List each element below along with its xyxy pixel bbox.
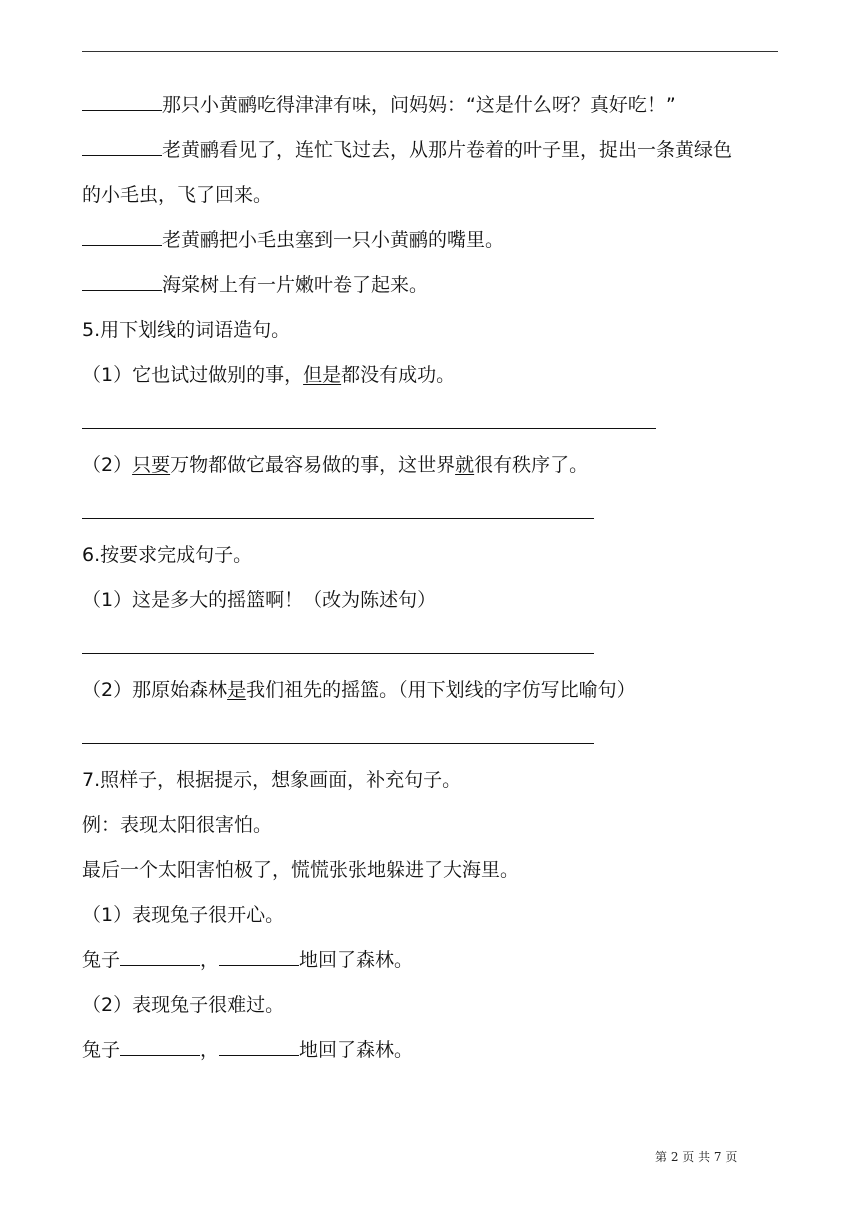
question-6-item-2: （2）那原始森林是我们祖先的摇篮。（用下划线的字仿写比喻句） bbox=[82, 679, 636, 701]
order-sentence-1: 那只小黄鹂吃得津津有味，问妈妈：“这是什么呀？真好吃！” bbox=[82, 90, 676, 120]
answer-line[interactable] bbox=[82, 653, 594, 654]
answer-line[interactable] bbox=[82, 518, 594, 519]
order-sentence-2: 老黄鹂看见了，连忙飞过去，从那片卷着的叶子里，捉出一条黄绿色 bbox=[82, 135, 732, 165]
question-5-item-2: （2）只要万物都做它最容易做的事，这世界就很有秩序了。 bbox=[82, 454, 589, 476]
question-6-title: 6.按要求完成句子。 bbox=[82, 544, 253, 566]
answer-blank[interactable] bbox=[219, 1037, 299, 1056]
question-6-item-1: （1）这是多大的摇篮啊！（改为陈述句） bbox=[82, 589, 437, 611]
header-rule bbox=[82, 51, 778, 52]
order-sentence-4: 海棠树上有一片嫩叶卷了起来。 bbox=[82, 270, 428, 300]
answer-line[interactable] bbox=[82, 743, 594, 744]
page-number: 第 2 页 共 7 页 bbox=[655, 1150, 738, 1164]
example-sentence: 最后一个太阳害怕极了，慌慌张张地躲进了大海里。 bbox=[82, 859, 520, 881]
question-7-prompt-2: （2）表现兔子很难过。 bbox=[82, 994, 285, 1016]
question-7-title: 7.照样子，根据提示，想象画面，补充句子。 bbox=[82, 769, 462, 791]
answer-blank[interactable] bbox=[219, 947, 299, 966]
order-sentence-3: 老黄鹂把小毛虫塞到一只小黄鹂的嘴里。 bbox=[82, 225, 504, 255]
answer-blank[interactable] bbox=[120, 1037, 200, 1056]
answer-blank[interactable] bbox=[82, 137, 162, 156]
answer-blank[interactable] bbox=[82, 227, 162, 246]
order-sentence-2-cont: 的小毛虫，飞了回来。 bbox=[82, 184, 273, 206]
answer-blank[interactable] bbox=[120, 947, 200, 966]
question-7-fill-2: 兔子 ， 地回了森林。 bbox=[82, 1039, 414, 1061]
question-7-fill-1: 兔子 ， 地回了森林。 bbox=[82, 949, 414, 971]
question-7-prompt-1: （1）表现兔子很开心。 bbox=[82, 904, 285, 926]
answer-blank[interactable] bbox=[82, 92, 162, 111]
example-label: 例：表现太阳很害怕。 bbox=[82, 814, 273, 836]
answer-line[interactable] bbox=[82, 428, 656, 429]
question-5-title: 5.用下划线的词语造句。 bbox=[82, 319, 291, 341]
question-5-item-1: （1）它也试过做别的事，但是都没有成功。 bbox=[82, 364, 456, 386]
answer-blank[interactable] bbox=[82, 272, 162, 291]
